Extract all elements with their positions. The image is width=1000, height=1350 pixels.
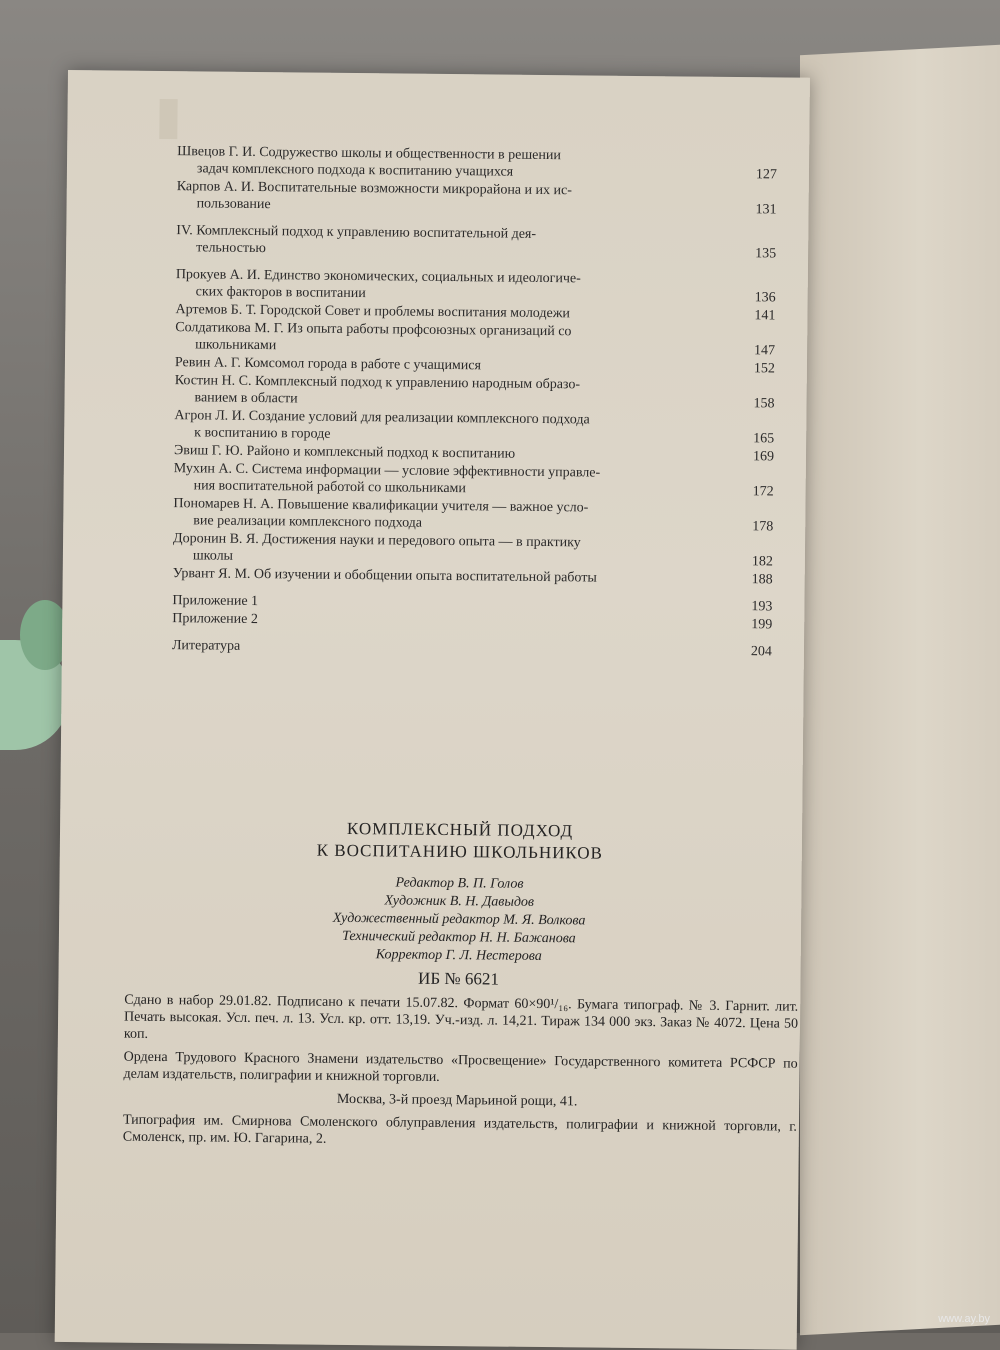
typography-info: Типография им. Смирнова Смоленского облуправления издательств, полиграфии и книжной торговли, г. Смоленск, пр. им. Ю. Гагарина, 2. [122,1112,798,1147]
toc-page-number: 169 [752,449,775,465]
toc-entry-title: Урвант Я. М. Об изучении и обобщении опыта воспитательной работы [172,566,597,586]
tech-editor: Технический редактор Н. Н. Бажанова [342,928,576,947]
toc-entry-title: Артемов Б. Т. Городской Совет и проблемы воспитания молодежи [175,302,571,322]
toc-entry [173,530,773,570]
toc-page-number: 127 [755,167,778,183]
watermark: www.ay.by [938,1313,990,1325]
toc-page-number: 165 [753,431,775,447]
toc-entry-continuation: пользование [196,196,271,213]
toc-page-number: 158 [753,396,775,412]
toc-entry-title: Эвиш Г. Ю. Районо и комплексный подход к воспитанию [173,443,516,462]
toc-entry [174,460,774,500]
toc-entry-continuation: вие реализации комплексного подхода [193,513,423,531]
toc-entry-title: Доронин В. Я. Достижения науки и передового опыта — в практику [173,531,581,551]
toc-entry-continuation: школы [192,548,234,564]
artist: Художник В. Н. Давыдов [384,893,535,910]
toc-entry [176,266,776,306]
book-page [55,70,810,1350]
toc-page-number: 182 [751,554,773,570]
toc-page-number: 178 [752,519,774,535]
toc-entry-continuation: ния воспитательной работой со школьниками [193,478,467,497]
art-editor: Художественный редактор М. Я. Волкова [332,910,586,929]
toc-entry-title: Костин Н. С. Комплексный подход к управлению народным образо- [174,373,581,393]
corrector: Корректор Г. Л. Нестерова [375,947,542,965]
toc-entry [173,495,773,535]
toc-entry [176,222,776,262]
toc-entry-title: Литература [171,638,241,654]
toc-page-number: 141 [754,308,776,324]
toc-page-number: 193 [751,599,773,615]
toc-page-number: 147 [754,343,776,359]
print-info: Сдано в набор 29.01.82. Подписано к печати 15.07.82. Формат 60×90¹/₁₆. Бумага типограф. № 3. Гарнит. лит. Печать высокая. Усл. печ. л. 13. Усл. кр. отт. 13,19. Уч.-изд. л. 14,21. Тираж 134 000 экз. Заказ № 4072. Цена 50 коп. [123,992,799,1042]
toc-entry [174,372,774,412]
toc-entry-continuation: задач комплексного подхода к воспитанию учащихся [196,161,514,180]
page-tab [159,99,177,139]
toc-entry-title: Приложение 1 [172,593,259,610]
publisher-address: Москва, 3-й проезд Марьиной рощи, 41. [336,1091,578,1110]
toc-entry-title: Мухин А. С. Система информации — условие эффективности управле- [173,461,601,481]
publisher-info: Ордена Трудового Красного Знамени издательство «Просвещение» Государственного комитета РСФСР по делам издательств, полиграфии и книжной торговли. [123,1049,798,1085]
toc-entry-title: Солдатикова М. Г. Из опыта работы профсоюзных организаций со [175,320,572,340]
toc-entry-continuation: тельностью [196,240,266,257]
toc-entry-title: Карпов А. И. Воспитательные возможности микрорайона и их ис- [176,179,572,199]
book-title-line-1: КОМПЛЕКСНЫЙ ПОДХОД [346,818,574,841]
book-title-line-2: К ВОСПИТАНИЮ ШКОЛЬНИКОВ [316,840,604,863]
toc-entry-title: Прокуев А. И. Единство экономических, социальных и идеологиче- [175,267,581,287]
toc-entry-continuation: школьниками [195,337,277,354]
toc-entry-title: IV. Комплексный подход к управлению воспитательной дея- [176,223,537,242]
toc-page-number: 172 [752,484,774,500]
toc-entry-title: Пономарев Н. А. Повышение квалификации учителя — важное усло- [173,496,589,516]
toc-entry-continuation: ванием в области [194,390,298,407]
toc-page-number: 204 [750,644,773,660]
toc-page-number: 131 [755,202,777,218]
toc-page-number: 152 [753,361,775,377]
toc-entry-title: Агрон Л. И. Создание условий для реализации комплексного подхода [174,408,590,428]
editor: Редактор В. П. Голов [395,875,524,892]
toc-entry-title: Ревин А. Г. Комсомол города в работе с учащимися [174,355,482,374]
ib-number: ИБ № 6621 [418,968,499,989]
editors-list [119,872,800,969]
toc-page-number: 188 [751,572,773,588]
toc-entry-title: Швецов Г. И. Содружество школы и общественности в решении [177,144,561,164]
toc-entry-title: Приложение 2 [172,611,258,628]
facing-page [800,45,1000,1335]
toc-entry [174,407,774,447]
table-of-contents [172,143,777,661]
toc-entry [177,178,777,218]
imprint-block [117,816,800,1153]
toc-page-number: 136 [754,290,776,306]
toc-entry [177,143,777,183]
toc-page-number: 199 [751,617,773,633]
toc-entry-continuation: к воспитанию в городе [194,425,331,442]
toc-entry [175,319,775,359]
toc-page-number: 135 [755,246,777,262]
toc-entry-continuation: ских факторов в воспитании [195,284,366,302]
